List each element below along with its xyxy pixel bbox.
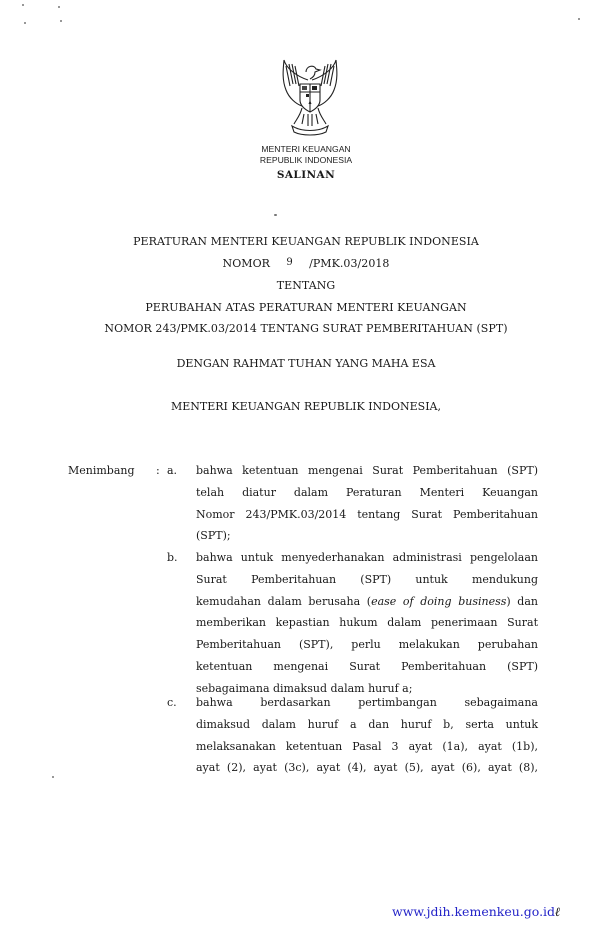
regulation-number bbox=[0, 253, 612, 276]
item-line: dimaksud dalam huruf a dan huruf b, serta untuk bbox=[196, 717, 538, 731]
item-line: bahwa berdasarkan pertimbangan sebagaimana bbox=[196, 696, 538, 709]
scan-speck bbox=[274, 214, 277, 216]
issuer: MENTERI KEUANGAN REPUBLIK INDONESIA, bbox=[170, 400, 442, 413]
item-line: bahwa ketentuan mengenai Surat Pemberitahuan (SPT) bbox=[196, 464, 538, 477]
item-line: (SPT); bbox=[196, 529, 231, 543]
scan-speck bbox=[24, 22, 26, 24]
item-marker: b. bbox=[167, 551, 178, 564]
italic-phrase: ease of doing business bbox=[371, 594, 507, 608]
item-line: Nomor 243/PMK.03/2014 tentang Surat Pemberitahuan bbox=[196, 507, 538, 521]
title-line-4: PERUBAHAN ATAS PERATURAN MENTERI KEUANGAN bbox=[145, 300, 467, 314]
item-line: Surat Pemberitahuan (SPT) untuk mendukung bbox=[196, 572, 538, 586]
nomor-suffix: /PMK.03/2018 bbox=[309, 256, 390, 270]
regulation-title bbox=[0, 231, 612, 340]
title-line-1: PERATURAN MENTERI KEUANGAN REPUBLIK INDONESIA bbox=[133, 235, 479, 248]
ministry-line-2: REPUBLIK INDONESIA bbox=[259, 155, 353, 165]
scan-speck bbox=[578, 18, 580, 20]
garuda-emblem-icon bbox=[278, 58, 342, 140]
scan-speck bbox=[60, 20, 62, 22]
item-line: bahwa untuk menyederhanakan administrasi pengelolaan bbox=[196, 551, 538, 564]
item-line: Pemberitahuan (SPT), perlu melakukan perubahan bbox=[196, 638, 538, 652]
item-line: melaksanakan ketentuan Pasal 3 ayat (1a), ayat (1b), bbox=[196, 739, 538, 753]
item-line: ketentuan mengenai Surat Pemberitahuan (SPT) bbox=[196, 659, 538, 673]
nomor-number: 9 bbox=[286, 256, 293, 268]
copy-label: SALINAN bbox=[276, 169, 336, 181]
considerations-label: Menimbang bbox=[68, 464, 135, 477]
scan-speck bbox=[52, 776, 54, 778]
title-line-5: NOMOR 243/PMK.03/2014 TENTANG SURAT PEMBERITAHUAN (SPT) bbox=[104, 322, 508, 335]
item-line: kemudahan dalam berusaha (ease of doing business) dan bbox=[196, 594, 538, 608]
item-marker: a. bbox=[167, 464, 178, 477]
footer-url[interactable]: www.jdih.kemenkeu.go.id bbox=[392, 904, 556, 919]
item-line: memberikan kepastian hukum dalam penerimaan Surat bbox=[196, 616, 538, 630]
item-line: ayat (2), ayat (3c), ayat (4), ayat (5), ayat (6), ayat (8), bbox=[196, 761, 538, 775]
ministry-line-1: MENTERI KEUANGAN bbox=[261, 144, 351, 154]
tentang-label: TENTANG bbox=[276, 279, 336, 292]
handwritten-mark-icon: ℓ bbox=[555, 904, 561, 919]
considerations-separator: : bbox=[156, 464, 160, 477]
item-line: telah diatur dalam Peraturan Menteri Keuangan bbox=[196, 485, 538, 499]
item-line: sebagaimana dimaksud dalam huruf a; bbox=[196, 681, 413, 695]
item-marker: c. bbox=[167, 696, 177, 709]
nomor-label: NOMOR bbox=[222, 256, 270, 270]
invocation: DENGAN RAHMAT TUHAN YANG MAHA ESA bbox=[176, 357, 436, 370]
scan-speck bbox=[22, 4, 24, 6]
scan-speck bbox=[58, 6, 60, 8]
footer-link[interactable] bbox=[392, 904, 560, 920]
